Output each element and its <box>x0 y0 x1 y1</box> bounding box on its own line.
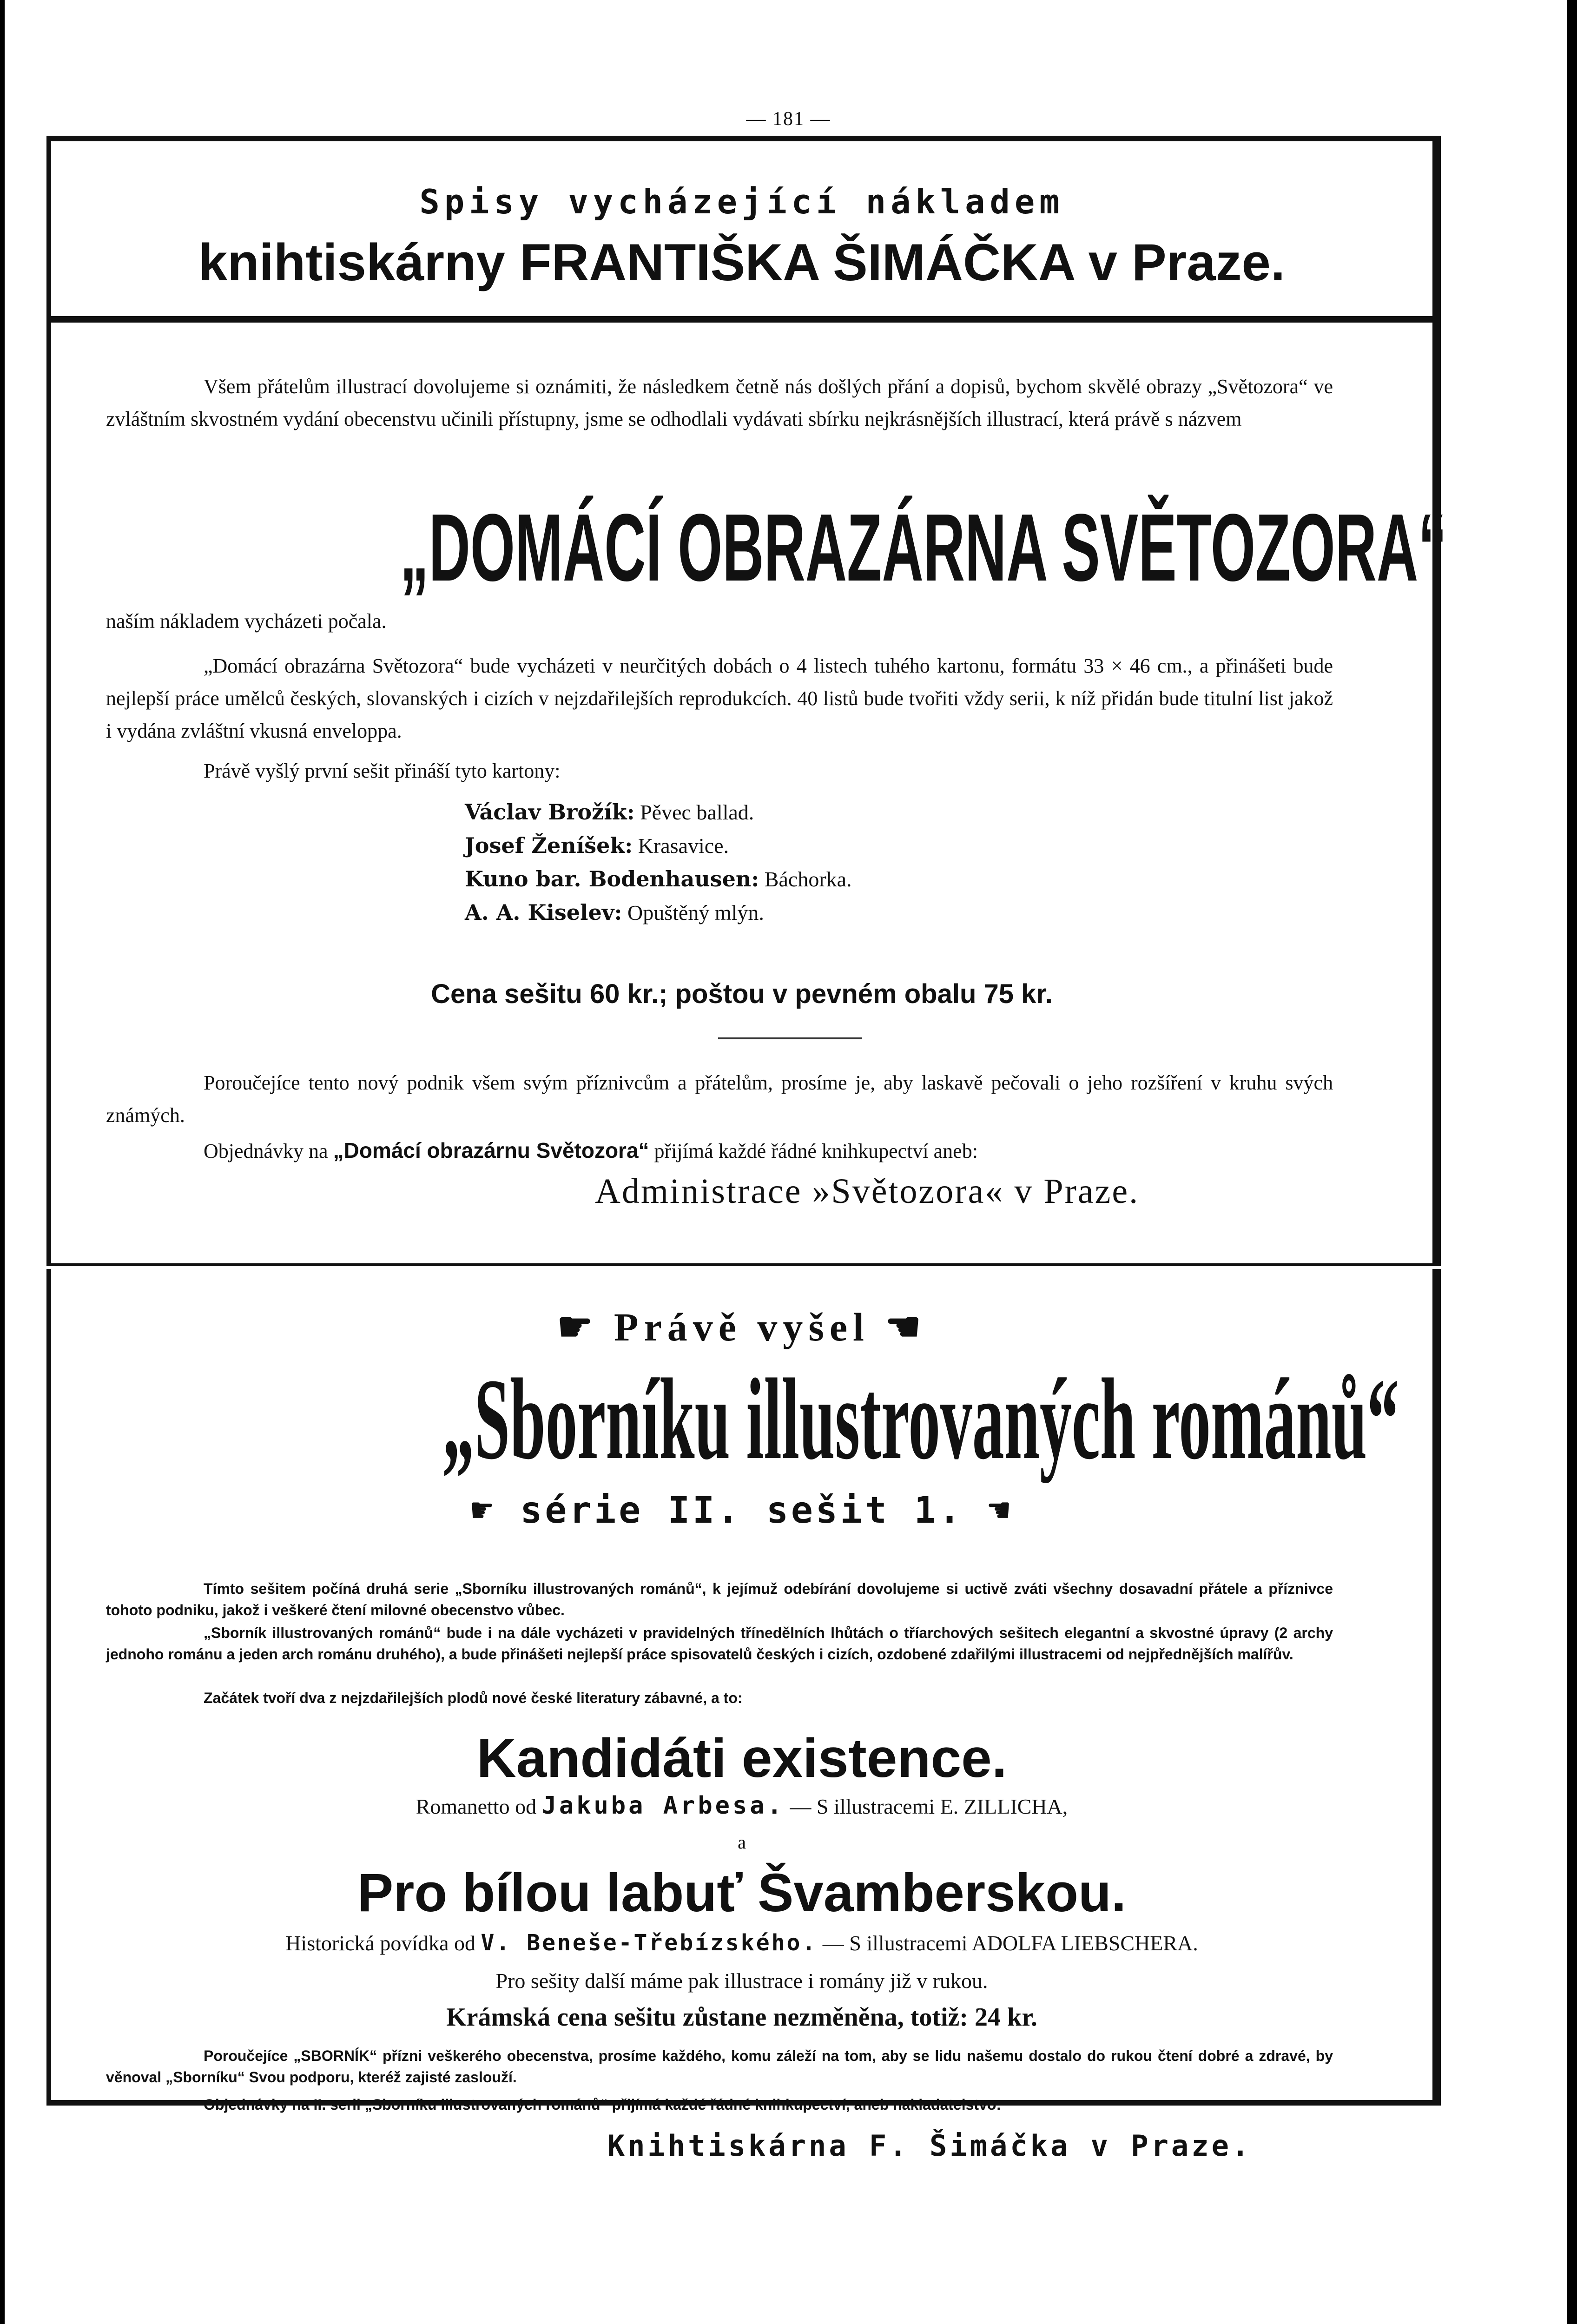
orders-prefix: Objednávky na <box>204 1140 328 1162</box>
orders-suffix: přijímá každé řádné knihkupectví aneb: <box>654 1140 978 1162</box>
ad2-price-text: Krámská cena sešitu zůstane nezměněna, totiž: 24 kr. <box>446 2003 1037 2032</box>
novel2-title: Pro bílou labuť Švamberskou. <box>357 1862 1127 1923</box>
novel1-illustrator: — S illustracemi E. ZILLICHA, <box>790 1795 1068 1818</box>
ad1-header-line2: knihtiskárny FRANTIŠKA ŠIMÁČKA v Praze. <box>198 233 1285 291</box>
artwork-title: Opuštěný mlýn. <box>627 901 764 924</box>
scan-edge-left <box>0 0 5 2324</box>
ad2-price <box>51 2002 1432 2032</box>
ad1-intro: Všem přátelům illustrací dovolujeme si oznámiti, že následkem četně nás došlých přání a dopisů, bychom skvělé obrazy „Světozora“ ve zvláštním skvostném vydání obecenstvu učinili přístupny, jsme se odhodlali vydávati sbírku nejkrásnějších illustrací, která právě s názvem <box>106 375 1333 430</box>
orders-name: „Domácí obrazárnu Světozora“ <box>333 1138 649 1162</box>
novel2-illustrator: — S illustracemi ADOLFA LIEBSCHERA. <box>822 1931 1198 1955</box>
ad2-recommend: Poroučejíce „SBORNÍK“ přízni veškerého obecenstva, prosíme každého, komu záleží na tom, aby se lidu našemu dostalo do rukou čtení dobré a zdravé, by věnoval „Sborníku“ Svou podporu, kteréž zajisté zaslouží. <box>106 2047 1333 2086</box>
artwork-title: Krasavice. <box>638 834 729 858</box>
novel1-author: Jakuba Arbesa. <box>541 1792 785 1820</box>
ad1-big-title: „DOMÁCÍ OBRAZÁRNA SVĚTOZORA“ <box>400 494 1447 601</box>
ad2-paragraph-3: Začátek tvoří dva z nejzdařilejších plodů nové české literatury zábavné, a to: <box>204 1690 743 1706</box>
page-number: — 181 — <box>746 108 831 130</box>
pointing-hand-left-icon: ☚ <box>988 1490 1013 1532</box>
artwork-item <box>465 795 754 830</box>
ad1-price: Cena sešitu 60 kr.; poštou v pevném obalu 75 kr. <box>431 979 1053 1009</box>
ad1-administration: Administrace »Světozora« v Praze. <box>595 1172 1140 1211</box>
ad2-more: Pro sešity další máme pak illustrace i romány již v rukou. <box>495 1969 988 1993</box>
ad1-recommend: Poroučejíce tento nový podnik všem svým příznivcům a přátelům, prosíme je, aby laskavě pečovali o jeho rozšíření v kruhu svých známých. <box>106 1071 1333 1127</box>
ad2-header-text: Právě vyšel <box>614 1305 870 1349</box>
pointing-hand-icon: ☛ <box>557 1305 599 1349</box>
pointing-hand-icon: ☛ <box>471 1490 496 1532</box>
artwork-item <box>465 895 764 930</box>
ad2-big-title: „Sborníku illustrovaných románů“ <box>442 1355 1399 1484</box>
artwork-artist: Kuno bar. Bodenhausen: <box>465 866 759 891</box>
section-divider <box>718 1037 862 1039</box>
novel1-title: Kandidáti existence. <box>476 1728 1007 1789</box>
and-connector: a <box>738 1832 746 1853</box>
ad2-series-text: série II. sešit 1. <box>520 1490 963 1532</box>
ad1-orders <box>106 1134 1333 1168</box>
novel2-author: V. Beneše-Třebízského. <box>481 1930 818 1956</box>
novel1-info-prefix: Romanetto od <box>416 1795 537 1818</box>
ad1-after-title: naším nákladem vycházeti počala. <box>106 610 387 633</box>
header-rule <box>46 316 1441 323</box>
artwork-artist: A. A. Kiselev: <box>465 900 622 925</box>
artwork-item <box>465 862 852 897</box>
novel2-info-prefix: Historická povídka od <box>285 1931 476 1955</box>
artwork-title: Pěvec ballad. <box>640 800 754 824</box>
ad2-big-title-wrap <box>51 1353 1432 1484</box>
ad2-orders: Objednávky na II. serii „Sborníku illustrovaných románů“ přijímá každé řádné knihkupectví, aneb nakladatelstvo: <box>204 2096 1002 2113</box>
artwork-item <box>465 828 729 863</box>
ad2-header <box>51 1304 1432 1350</box>
ad1-header-line1: Spisy vycházející nákladem <box>419 182 1064 221</box>
ad2-series <box>51 1490 1432 1532</box>
novel1-info <box>51 1792 1432 1820</box>
ad1-big-title-wrap <box>51 493 1447 601</box>
scan-edge-right <box>1567 0 1577 2324</box>
ad1-first-issue: Právě vyšlý první sešit přináší tyto kartony: <box>204 759 561 782</box>
novel2-info <box>51 1930 1432 1956</box>
ad2-paragraph-1: Tímto sešitem počíná druhá serie „Sborníku illustrovaných románů“, k jejímuž odebírání dovolujeme si uctivě zváti všechny dosavadní přátele a příznivce tohoto podniku, jakož i veškeré čtení milovné obecenstvo vůbec. <box>106 1580 1333 1618</box>
artwork-title: Báchorka. <box>764 867 852 891</box>
ad1-details: „Domácí obrazárna Světozora“ bude vycházeti v neurčitých dobách o 4 listech tuhého kartonu, formátu 33 × 46 cm., a přinášeti bude nejlepší práce umělců českých, slovanských i cizích v nejzdařilejších reprodukcích. 40 listů bude tvořiti vždy serii, k níž přidán bude titulní list jakož i vydána zvláštní vkusná enveloppa. <box>106 654 1333 742</box>
artwork-artist: Josef Ženíšek: <box>465 833 633 858</box>
ad2-publisher: Knihtiskárna F. Šimáčka v Praze. <box>607 2129 1252 2163</box>
artwork-artist: Václav Brožík: <box>465 799 635 825</box>
ad2-paragraph-2: „Sborník illustrovaných románů“ bude i na dále vycházeti v pravidelných třínedělních lhůtách o tříarchových sešitech elegantní a skvostné úpravy (2 archy jednoho románu a jeden arch románu druhého), a bude přinášeti nejlepší práce spisovatelů českých i cizích, ozdobené zdařilými illustracemi od nejpřednějších malířův. <box>106 1624 1333 1663</box>
pointing-hand-left-icon: ☚ <box>885 1305 927 1349</box>
